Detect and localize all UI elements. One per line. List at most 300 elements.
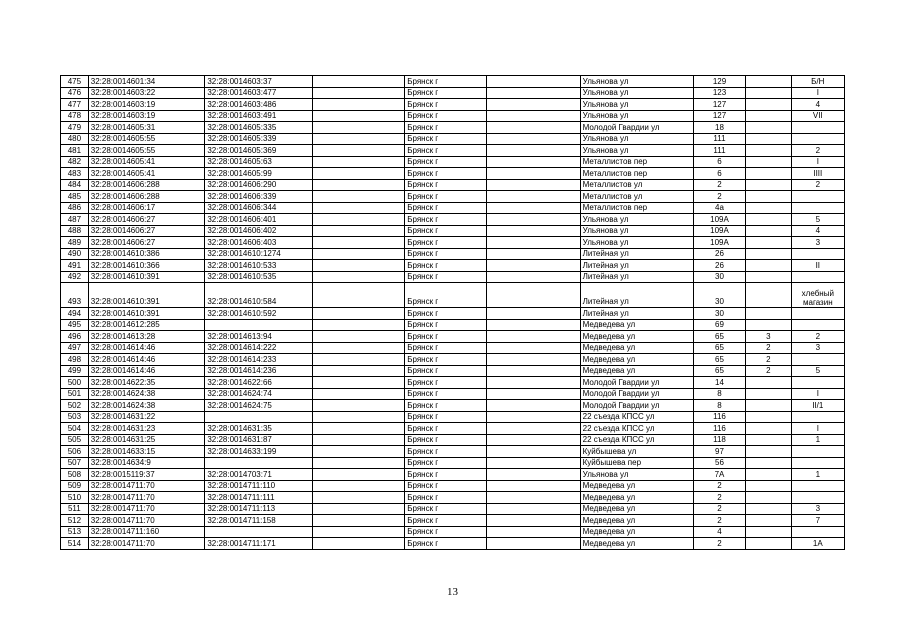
house-number-cell: 69 bbox=[693, 319, 745, 331]
room-cell: 2 bbox=[791, 145, 844, 157]
cadastral-number-cell: 32:28:0014606:27 bbox=[88, 225, 205, 237]
city-cell: Брянск г bbox=[405, 214, 487, 226]
city-cell: Брянск г bbox=[405, 319, 487, 331]
cadastral-number-cell: 32:28:0014711:70 bbox=[88, 503, 205, 515]
house-number-cell: 30 bbox=[693, 271, 745, 283]
object-cadastral-number-cell: 32:28:0014624:75 bbox=[205, 400, 313, 412]
blank-col-cell bbox=[313, 492, 405, 504]
blank-col-cell bbox=[313, 133, 405, 145]
room-cell bbox=[791, 480, 844, 492]
building-cell bbox=[746, 87, 792, 99]
table-row bbox=[61, 388, 845, 400]
object-cadastral-number-cell: 32:28:0014610:1274 bbox=[205, 248, 313, 260]
blank-col-2-cell bbox=[487, 342, 580, 354]
street-cell: Ульянова ул bbox=[580, 99, 693, 111]
street-cell: Литейная ул bbox=[580, 308, 693, 320]
row-number-cell: 496 bbox=[61, 331, 89, 343]
city-cell: Брянск г bbox=[405, 156, 487, 168]
cadastral-number-cell: 32:28:0014605:41 bbox=[88, 156, 205, 168]
blank-col-cell bbox=[313, 260, 405, 272]
building-cell bbox=[746, 191, 792, 203]
room-cell: II bbox=[791, 260, 844, 272]
room-cell: 2 bbox=[791, 331, 844, 343]
row-number-cell: 489 bbox=[61, 237, 89, 249]
city-cell: Брянск г bbox=[405, 411, 487, 423]
building-cell bbox=[746, 271, 792, 283]
building-cell bbox=[746, 526, 792, 538]
room-cell: Б/Н bbox=[791, 76, 844, 88]
table-row bbox=[61, 110, 845, 122]
cadastral-number-cell: 32:28:0014631:25 bbox=[88, 434, 205, 446]
object-cadastral-number-cell: 32:28:0014606:402 bbox=[205, 225, 313, 237]
house-number-cell: 65 bbox=[693, 354, 745, 366]
city-cell: Брянск г bbox=[405, 248, 487, 260]
house-number-cell: 109А bbox=[693, 225, 745, 237]
street-cell: 22 съезда КПСС ул bbox=[580, 423, 693, 435]
table-row bbox=[61, 377, 845, 389]
blank-col-2-cell bbox=[487, 377, 580, 389]
blank-col-2-cell bbox=[487, 110, 580, 122]
house-number-cell: 30 bbox=[693, 308, 745, 320]
cadastral-number-cell: 32:28:0014631:23 bbox=[88, 423, 205, 435]
blank-col-2-cell bbox=[487, 156, 580, 168]
cadastral-number-cell: 32:28:0014614:46 bbox=[88, 342, 205, 354]
street-cell: Медведева ул bbox=[580, 342, 693, 354]
city-cell: Брянск г bbox=[405, 538, 487, 550]
row-number-cell: 497 bbox=[61, 342, 89, 354]
cadastral-number-cell: 32:28:0014610:391 bbox=[88, 308, 205, 320]
room-cell: 3 bbox=[791, 342, 844, 354]
street-cell: Молодой Гвардии ул bbox=[580, 122, 693, 134]
street-cell: Медведева ул bbox=[580, 354, 693, 366]
table-row bbox=[61, 237, 845, 249]
blank-col-2-cell bbox=[487, 133, 580, 145]
house-number-cell: 4а bbox=[693, 202, 745, 214]
object-cadastral-number-cell: 32:28:0014633:199 bbox=[205, 446, 313, 458]
blank-col-cell bbox=[313, 411, 405, 423]
row-number-cell: 491 bbox=[61, 260, 89, 272]
house-number-cell: 116 bbox=[693, 411, 745, 423]
row-number-cell: 488 bbox=[61, 225, 89, 237]
building-cell: 3 bbox=[746, 331, 792, 343]
blank-col-2-cell bbox=[487, 283, 580, 308]
row-number-cell: 510 bbox=[61, 492, 89, 504]
table-row bbox=[61, 503, 845, 515]
street-cell: Куйбышева пер bbox=[580, 457, 693, 469]
cadastral-number-cell: 32:28:0014614:46 bbox=[88, 365, 205, 377]
cadastral-number-cell: 32:28:0014606:27 bbox=[88, 214, 205, 226]
blank-col-cell bbox=[313, 156, 405, 168]
building-cell bbox=[746, 400, 792, 412]
house-number-cell: 6 bbox=[693, 168, 745, 180]
object-cadastral-number-cell bbox=[205, 319, 313, 331]
cadastral-number-cell: 32:28:0014610:391 bbox=[88, 271, 205, 283]
house-number-cell: 2 bbox=[693, 480, 745, 492]
street-cell: Литейная ул bbox=[580, 248, 693, 260]
blank-col-cell bbox=[313, 400, 405, 412]
blank-col-cell bbox=[313, 271, 405, 283]
object-cadastral-number-cell: 32:28:0014711:111 bbox=[205, 492, 313, 504]
blank-col-2-cell bbox=[487, 248, 580, 260]
object-cadastral-number-cell: 32:28:0014613:94 bbox=[205, 331, 313, 343]
table-row bbox=[61, 434, 845, 446]
cadastral-number-cell: 32:28:0015119:37 bbox=[88, 469, 205, 481]
room-cell bbox=[791, 271, 844, 283]
house-number-cell: 2 bbox=[693, 492, 745, 504]
house-number-cell: 2 bbox=[693, 179, 745, 191]
blank-col-cell bbox=[313, 122, 405, 134]
street-cell: Ульянова ул bbox=[580, 110, 693, 122]
street-cell: Ульянова ул bbox=[580, 133, 693, 145]
room-cell bbox=[791, 248, 844, 260]
house-number-cell: 2 bbox=[693, 503, 745, 515]
house-number-cell: 111 bbox=[693, 133, 745, 145]
cadastral-number-cell: 32:28:0014610:366 bbox=[88, 260, 205, 272]
house-number-cell: 123 bbox=[693, 87, 745, 99]
room-cell bbox=[791, 319, 844, 331]
object-cadastral-number-cell: 32:28:0014606:290 bbox=[205, 179, 313, 191]
blank-col-cell bbox=[313, 446, 405, 458]
object-cadastral-number-cell: 32:28:0014603:486 bbox=[205, 99, 313, 111]
object-cadastral-number-cell: 32:28:0014606:403 bbox=[205, 237, 313, 249]
room-cell: 4 bbox=[791, 99, 844, 111]
blank-col-cell bbox=[313, 342, 405, 354]
row-number-cell: 485 bbox=[61, 191, 89, 203]
street-cell: Молодой Гвардии ул bbox=[580, 400, 693, 412]
blank-col-cell bbox=[313, 214, 405, 226]
house-number-cell: 118 bbox=[693, 434, 745, 446]
street-cell: 22 съезда КПСС ул bbox=[580, 434, 693, 446]
room-cell bbox=[791, 191, 844, 203]
blank-col-cell bbox=[313, 331, 405, 343]
building-cell bbox=[746, 492, 792, 504]
object-cadastral-number-cell: 32:28:0014610:584 bbox=[205, 283, 313, 308]
row-number-cell: 512 bbox=[61, 515, 89, 527]
building-cell bbox=[746, 308, 792, 320]
table-row bbox=[61, 271, 845, 283]
cadastral-number-cell: 32:28:0014610:391 bbox=[88, 283, 205, 308]
blank-col-2-cell bbox=[487, 122, 580, 134]
object-cadastral-number-cell: 32:28:0014606:401 bbox=[205, 214, 313, 226]
row-number-cell: 481 bbox=[61, 145, 89, 157]
object-cadastral-number-cell: 32:28:0014605:369 bbox=[205, 145, 313, 157]
building-cell bbox=[746, 179, 792, 191]
house-number-cell: 2 bbox=[693, 538, 745, 550]
table-row bbox=[61, 526, 845, 538]
city-cell: Брянск г bbox=[405, 342, 487, 354]
blank-col-cell bbox=[313, 202, 405, 214]
city-cell: Брянск г bbox=[405, 446, 487, 458]
blank-col-2-cell bbox=[487, 515, 580, 527]
room-cell: VII bbox=[791, 110, 844, 122]
row-number-cell: 509 bbox=[61, 480, 89, 492]
city-cell: Брянск г bbox=[405, 503, 487, 515]
cadastral-number-cell: 32:28:0014614:46 bbox=[88, 354, 205, 366]
blank-col-cell bbox=[313, 99, 405, 111]
blank-col-cell bbox=[313, 237, 405, 249]
house-number-cell: 2 bbox=[693, 515, 745, 527]
building-cell bbox=[746, 99, 792, 111]
house-number-cell: 116 bbox=[693, 423, 745, 435]
street-cell: Медведева ул bbox=[580, 492, 693, 504]
table-row bbox=[61, 260, 845, 272]
object-cadastral-number-cell: 32:28:0014711:110 bbox=[205, 480, 313, 492]
cadastral-number-cell: 32:28:0014605:55 bbox=[88, 145, 205, 157]
table-row bbox=[61, 168, 845, 180]
object-cadastral-number-cell: 32:28:0014610:535 bbox=[205, 271, 313, 283]
city-cell: Брянск г bbox=[405, 179, 487, 191]
blank-col-2-cell bbox=[487, 168, 580, 180]
table-row bbox=[61, 400, 845, 412]
room-cell bbox=[791, 133, 844, 145]
building-cell bbox=[746, 457, 792, 469]
cadastral-number-cell: 32:28:0014624:38 bbox=[88, 388, 205, 400]
blank-col-2-cell bbox=[487, 237, 580, 249]
room-cell bbox=[791, 202, 844, 214]
table-row bbox=[61, 214, 845, 226]
building-cell bbox=[746, 237, 792, 249]
room-cell: 3 bbox=[791, 237, 844, 249]
house-number-cell: 65 bbox=[693, 365, 745, 377]
city-cell: Брянск г bbox=[405, 400, 487, 412]
blank-col-2-cell bbox=[487, 271, 580, 283]
row-number-cell: 506 bbox=[61, 446, 89, 458]
object-cadastral-number-cell: 32:28:0014711:113 bbox=[205, 503, 313, 515]
building-cell bbox=[746, 503, 792, 515]
blank-col-2-cell bbox=[487, 434, 580, 446]
row-number-cell: 504 bbox=[61, 423, 89, 435]
building-cell bbox=[746, 110, 792, 122]
blank-col-cell bbox=[313, 354, 405, 366]
table-row bbox=[61, 515, 845, 527]
row-number-cell: 475 bbox=[61, 76, 89, 88]
row-number-cell: 511 bbox=[61, 503, 89, 515]
room-cell: I bbox=[791, 87, 844, 99]
building-cell bbox=[746, 446, 792, 458]
object-cadastral-number-cell bbox=[205, 411, 313, 423]
street-cell: Металлистов пер bbox=[580, 168, 693, 180]
street-cell: Медведева ул bbox=[580, 319, 693, 331]
blank-col-2-cell bbox=[487, 260, 580, 272]
row-number-cell: 493 bbox=[61, 283, 89, 308]
row-number-cell: 501 bbox=[61, 388, 89, 400]
street-cell: Ульянова ул bbox=[580, 469, 693, 481]
street-cell: Молодой Гвардии ул bbox=[580, 377, 693, 389]
blank-col-2-cell bbox=[487, 457, 580, 469]
object-cadastral-number-cell: 32:28:0014631:35 bbox=[205, 423, 313, 435]
object-cadastral-number-cell: 32:28:0014603:491 bbox=[205, 110, 313, 122]
blank-col-cell bbox=[313, 503, 405, 515]
house-number-cell: 6 bbox=[693, 156, 745, 168]
building-cell bbox=[746, 202, 792, 214]
city-cell: Брянск г bbox=[405, 480, 487, 492]
street-cell: Металлистов ул bbox=[580, 179, 693, 191]
street-cell: Ульянова ул bbox=[580, 214, 693, 226]
blank-col-cell bbox=[313, 538, 405, 550]
row-number-cell: 513 bbox=[61, 526, 89, 538]
blank-col-cell bbox=[313, 480, 405, 492]
street-cell: Медведева ул bbox=[580, 365, 693, 377]
city-cell: Брянск г bbox=[405, 225, 487, 237]
room-cell: хлебный магазин bbox=[791, 283, 844, 308]
street-cell: Ульянова ул bbox=[580, 237, 693, 249]
street-cell: Литейная ул bbox=[580, 271, 693, 283]
blank-col-cell bbox=[313, 145, 405, 157]
table-row bbox=[61, 538, 845, 550]
room-cell: 7 bbox=[791, 515, 844, 527]
room-cell: 1 bbox=[791, 434, 844, 446]
street-cell: Медведева ул bbox=[580, 515, 693, 527]
table-row bbox=[61, 179, 845, 191]
cadastral-number-cell: 32:28:0014711:70 bbox=[88, 538, 205, 550]
table-row bbox=[61, 225, 845, 237]
row-number-cell: 480 bbox=[61, 133, 89, 145]
city-cell: Брянск г bbox=[405, 354, 487, 366]
cadastral-number-cell: 32:28:0014711:160 bbox=[88, 526, 205, 538]
blank-col-2-cell bbox=[487, 469, 580, 481]
blank-col-cell bbox=[313, 248, 405, 260]
row-number-cell: 500 bbox=[61, 377, 89, 389]
building-cell bbox=[746, 469, 792, 481]
object-cadastral-number-cell: 32:28:0014614:236 bbox=[205, 365, 313, 377]
cadastral-number-cell: 32:28:0014605:55 bbox=[88, 133, 205, 145]
house-number-cell: 30 bbox=[693, 283, 745, 308]
cadastral-number-cell: 32:28:0014606:288 bbox=[88, 179, 205, 191]
room-cell bbox=[791, 492, 844, 504]
table-row bbox=[61, 122, 845, 134]
object-cadastral-number-cell: 32:28:0014610:592 bbox=[205, 308, 313, 320]
cadastral-number-cell: 32:28:0014624:38 bbox=[88, 400, 205, 412]
city-cell: Брянск г bbox=[405, 260, 487, 272]
object-cadastral-number-cell: 32:28:0014605:63 bbox=[205, 156, 313, 168]
house-number-cell: 56 bbox=[693, 457, 745, 469]
building-cell bbox=[746, 260, 792, 272]
cadastral-number-cell: 32:28:0014622:35 bbox=[88, 377, 205, 389]
room-cell: 1А bbox=[791, 538, 844, 550]
city-cell: Брянск г bbox=[405, 122, 487, 134]
room-cell: I bbox=[791, 423, 844, 435]
cadastral-number-cell: 32:28:0014711:70 bbox=[88, 492, 205, 504]
table-row bbox=[61, 457, 845, 469]
street-cell: Медведева ул bbox=[580, 331, 693, 343]
cadastral-number-cell: 32:28:0014612:285 bbox=[88, 319, 205, 331]
cadastral-number-cell: 32:28:0014601:34 bbox=[88, 76, 205, 88]
room-cell: II/1 bbox=[791, 400, 844, 412]
row-number-cell: 492 bbox=[61, 271, 89, 283]
room-cell: 3 bbox=[791, 503, 844, 515]
building-cell bbox=[746, 480, 792, 492]
building-cell bbox=[746, 377, 792, 389]
table-row bbox=[61, 319, 845, 331]
house-number-cell: 111 bbox=[693, 145, 745, 157]
object-cadastral-number-cell bbox=[205, 526, 313, 538]
property-register-table bbox=[60, 75, 845, 550]
city-cell: Брянск г bbox=[405, 237, 487, 249]
house-number-cell: 127 bbox=[693, 110, 745, 122]
city-cell: Брянск г bbox=[405, 492, 487, 504]
city-cell: Брянск г bbox=[405, 87, 487, 99]
street-cell: Ульянова ул bbox=[580, 225, 693, 237]
cadastral-number-cell: 32:28:0014603:19 bbox=[88, 99, 205, 111]
street-cell: Молодой Гвардии ул bbox=[580, 388, 693, 400]
blank-col-2-cell bbox=[487, 319, 580, 331]
city-cell: Брянск г bbox=[405, 283, 487, 308]
cadastral-number-cell: 32:28:0014610:386 bbox=[88, 248, 205, 260]
cadastral-number-cell: 32:28:0014603:19 bbox=[88, 110, 205, 122]
city-cell: Брянск г bbox=[405, 99, 487, 111]
row-number-cell: 514 bbox=[61, 538, 89, 550]
room-cell bbox=[791, 377, 844, 389]
street-cell: Медведева ул bbox=[580, 526, 693, 538]
room-cell bbox=[791, 308, 844, 320]
building-cell bbox=[746, 133, 792, 145]
street-cell: Металлистов пер bbox=[580, 156, 693, 168]
room-cell: 4 bbox=[791, 225, 844, 237]
room-cell: I bbox=[791, 388, 844, 400]
city-cell: Брянск г bbox=[405, 388, 487, 400]
table-row bbox=[61, 99, 845, 111]
cadastral-number-cell: 32:28:0014633:15 bbox=[88, 446, 205, 458]
city-cell: Брянск г bbox=[405, 191, 487, 203]
table-row bbox=[61, 202, 845, 214]
cadastral-number-cell: 32:28:0014711:70 bbox=[88, 480, 205, 492]
room-cell bbox=[791, 354, 844, 366]
row-number-cell: 508 bbox=[61, 469, 89, 481]
object-cadastral-number-cell: 32:28:0014624:74 bbox=[205, 388, 313, 400]
table-row bbox=[61, 76, 845, 88]
building-cell bbox=[746, 225, 792, 237]
page-number: 13 bbox=[447, 586, 458, 598]
row-number-cell: 490 bbox=[61, 248, 89, 260]
house-number-cell: 4 bbox=[693, 526, 745, 538]
row-number-cell: 487 bbox=[61, 214, 89, 226]
cadastral-number-cell: 32:28:0014605:41 bbox=[88, 168, 205, 180]
object-cadastral-number-cell: 32:28:0014605:335 bbox=[205, 122, 313, 134]
object-cadastral-number-cell: 32:28:0014703:71 bbox=[205, 469, 313, 481]
cadastral-number-cell: 32:28:0014606:17 bbox=[88, 202, 205, 214]
room-cell: 5 bbox=[791, 214, 844, 226]
cadastral-number-cell: 32:28:0014606:27 bbox=[88, 237, 205, 249]
building-cell bbox=[746, 411, 792, 423]
house-number-cell: 127 bbox=[693, 99, 745, 111]
row-number-cell: 507 bbox=[61, 457, 89, 469]
object-cadastral-number-cell: 32:28:0014605:339 bbox=[205, 133, 313, 145]
blank-col-cell bbox=[313, 377, 405, 389]
blank-col-2-cell bbox=[487, 503, 580, 515]
object-cadastral-number-cell: 32:28:0014622:66 bbox=[205, 377, 313, 389]
blank-col-2-cell bbox=[487, 225, 580, 237]
object-cadastral-number-cell: 32:28:0014711:171 bbox=[205, 538, 313, 550]
building-cell bbox=[746, 214, 792, 226]
house-number-cell: 14 bbox=[693, 377, 745, 389]
blank-col-2-cell bbox=[487, 446, 580, 458]
building-cell bbox=[746, 76, 792, 88]
city-cell: Брянск г bbox=[405, 515, 487, 527]
room-cell bbox=[791, 122, 844, 134]
blank-col-2-cell bbox=[487, 331, 580, 343]
blank-col-2-cell bbox=[487, 354, 580, 366]
table-row bbox=[61, 365, 845, 377]
city-cell: Брянск г bbox=[405, 377, 487, 389]
house-number-cell: 109А bbox=[693, 237, 745, 249]
row-number-cell: 499 bbox=[61, 365, 89, 377]
house-number-cell: 18 bbox=[693, 122, 745, 134]
blank-col-cell bbox=[313, 434, 405, 446]
house-number-cell: 97 bbox=[693, 446, 745, 458]
building-cell bbox=[746, 423, 792, 435]
row-number-cell: 476 bbox=[61, 87, 89, 99]
house-number-cell: 7А bbox=[693, 469, 745, 481]
